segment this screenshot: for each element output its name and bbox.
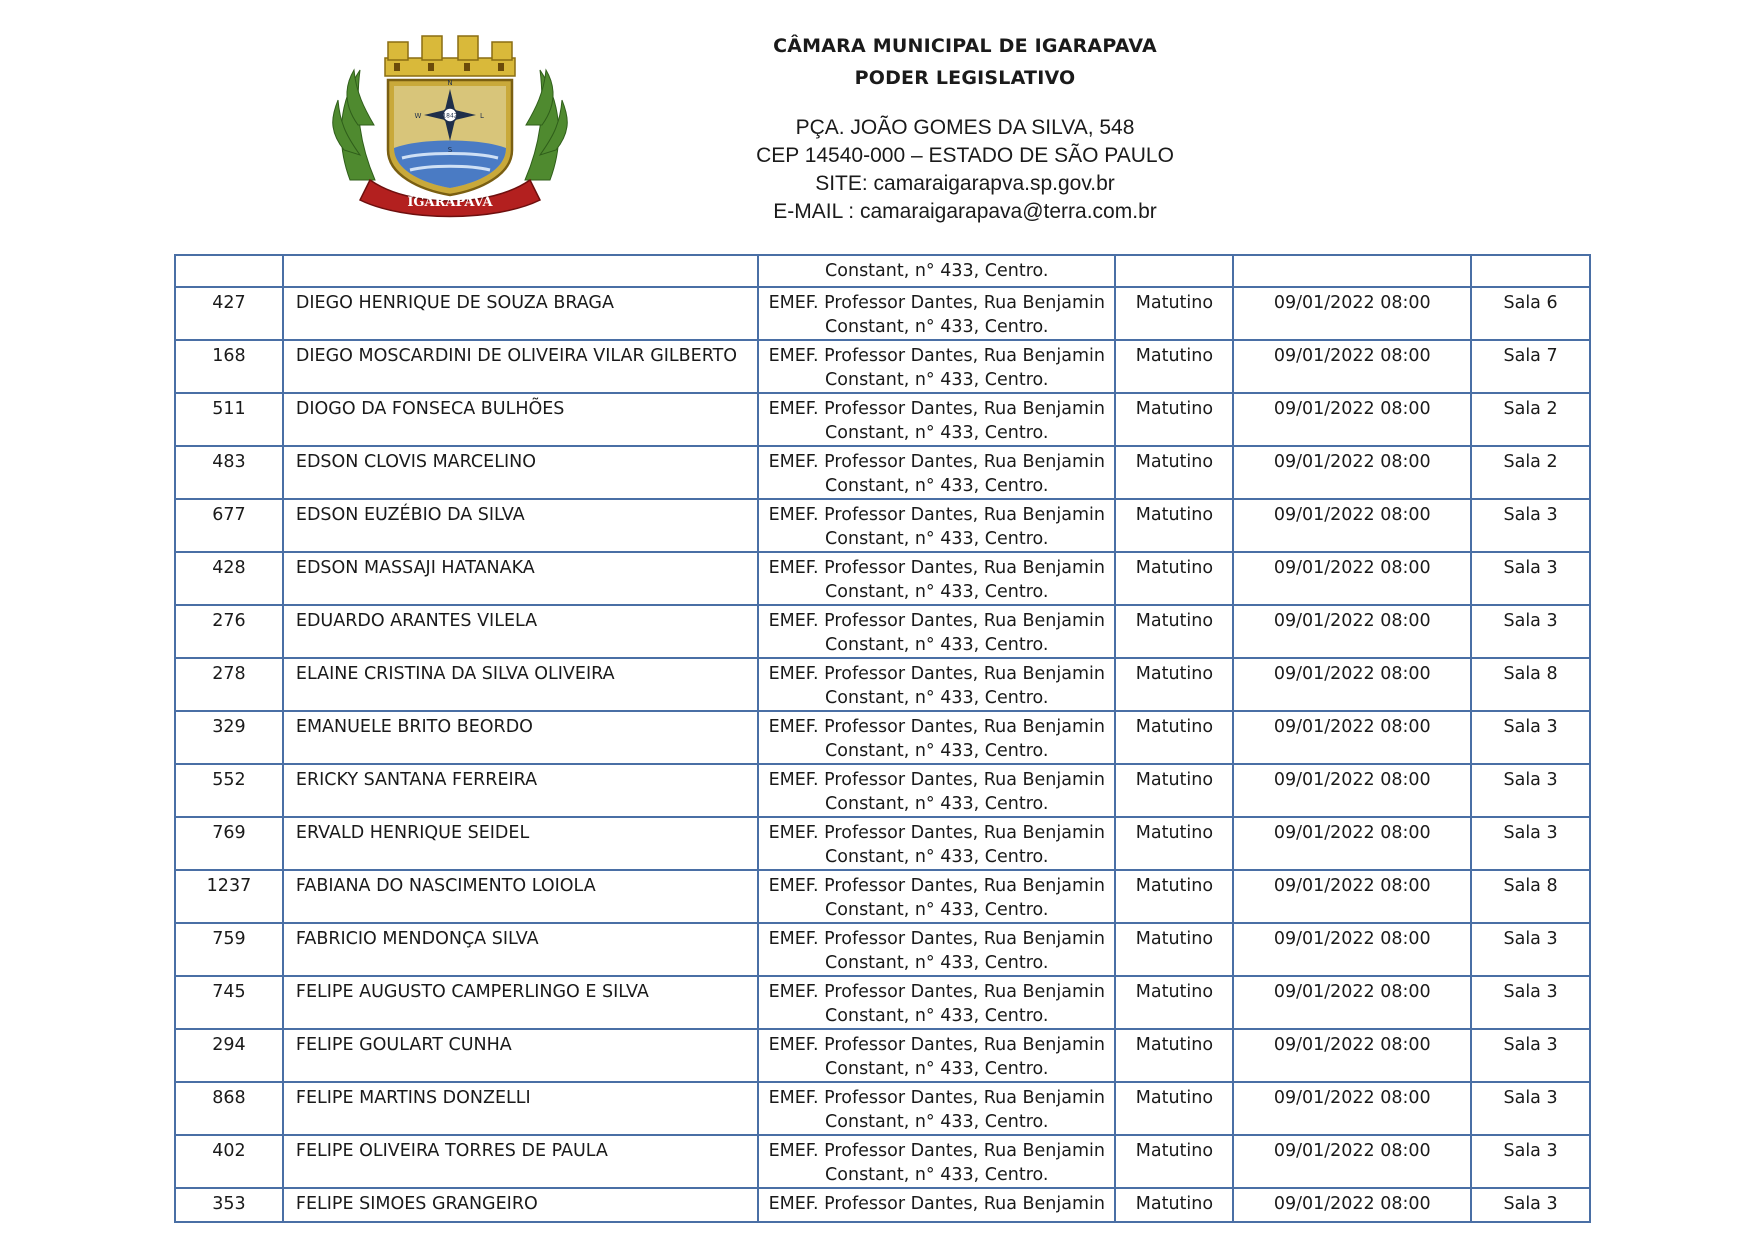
exam-datetime <box>1233 446 1471 499</box>
candidate-id-text: 276 <box>212 611 246 631</box>
exam-location-text: EMEF. Professor Dantes, Rua Benjamin <box>768 611 1105 631</box>
exam-room-text: Sala 6 <box>1503 293 1558 313</box>
candidate-id-text: 294 <box>212 1035 246 1055</box>
candidate-id <box>175 552 283 605</box>
candidate-id <box>175 499 283 552</box>
exam-datetime-text: 09/01/2022 08:00 <box>1273 346 1431 366</box>
candidate-id-text: 759 <box>212 929 246 949</box>
exam-datetime-text: 09/01/2022 08:00 <box>1273 876 1431 896</box>
exam-location <box>758 764 1115 817</box>
exam-location <box>758 393 1115 446</box>
candidate-id <box>175 923 283 976</box>
exam-datetime-text: 09/01/2022 08:00 <box>1273 452 1431 472</box>
exam-datetime-text: 09/01/2022 08:00 <box>1273 982 1431 1002</box>
candidate-id <box>175 1029 283 1082</box>
candidate-id <box>175 1135 283 1188</box>
candidate-id-text: 483 <box>212 452 246 472</box>
exam-room <box>1471 287 1590 340</box>
candidate-name-text: EDSON EUZÉBIO DA SILVA <box>295 505 525 525</box>
exam-location-text: EMEF. Professor Dantes, Rua Benjamin <box>768 770 1105 790</box>
candidate-name <box>283 446 758 499</box>
candidate-id <box>175 340 283 393</box>
exam-shift-text: Matutino <box>1135 717 1214 737</box>
exam-location-text: Constant, n° 433, Centro. <box>825 476 1049 496</box>
candidate-name <box>283 605 758 658</box>
exam-shift <box>1115 287 1233 340</box>
exam-room <box>1471 340 1590 393</box>
exam-shift <box>1115 711 1233 764</box>
cep-line: CEP 14540-000 – ESTADO DE SÃO PAULO <box>756 144 1174 167</box>
exam-shift <box>1115 552 1233 605</box>
exam-shift-text: Matutino <box>1135 982 1214 1002</box>
exam-location <box>758 1188 1115 1222</box>
candidate-name-text: FABIANA DO NASCIMENTO LOIOLA <box>295 876 596 896</box>
candidate-name-text: EDSON MASSAJI HATANAKA <box>295 558 535 578</box>
table-row <box>175 711 1590 764</box>
exam-room <box>1471 1082 1590 1135</box>
exam-datetime <box>1233 870 1471 923</box>
exam-location-text: Constant, n° 433, Centro. <box>825 635 1049 655</box>
exam-location-text: EMEF. Professor Dantes, Rua Benjamin <box>768 293 1105 313</box>
exam-location-text: EMEF. Professor Dantes, Rua Benjamin <box>768 558 1105 578</box>
exam-room-text: Sala 2 <box>1503 452 1558 472</box>
exam-location <box>758 1082 1115 1135</box>
exam-datetime <box>1233 1135 1471 1188</box>
exam-shift <box>1115 340 1233 393</box>
exam-location <box>758 1135 1115 1188</box>
exam-room-text: Sala 3 <box>1503 717 1558 737</box>
continuation-row <box>175 255 1590 287</box>
table-row <box>175 817 1590 870</box>
candidate-name <box>283 870 758 923</box>
exam-room-text: Sala 2 <box>1503 399 1558 419</box>
exam-shift <box>1115 446 1233 499</box>
table-row <box>175 1135 1590 1188</box>
exam-datetime <box>1233 764 1471 817</box>
municipal-crest-logo <box>330 30 570 220</box>
exam-shift <box>1115 499 1233 552</box>
exam-shift-text: Matutino <box>1135 1141 1214 1161</box>
table-row <box>175 1082 1590 1135</box>
candidate-id <box>175 446 283 499</box>
candidate-name-text: EDSON CLOVIS MARCELINO <box>295 452 536 472</box>
candidate-id <box>175 764 283 817</box>
exam-location-text: Constant, n° 433, Centro. <box>825 1112 1049 1132</box>
exam-room <box>1471 446 1590 499</box>
exam-datetime <box>1233 287 1471 340</box>
exam-shift-text: Matutino <box>1135 558 1214 578</box>
candidate-name <box>283 1188 758 1222</box>
candidate-name-text: ERICKY SANTANA FERREIRA <box>295 770 538 790</box>
table-row <box>175 1188 1590 1222</box>
exam-location-text: EMEF. Professor Dantes, Rua Benjamin <box>768 1194 1105 1214</box>
candidate-name-text: DIEGO MOSCARDINI DE OLIVEIRA VILAR GILBERTO <box>295 346 738 366</box>
exam-shift-text: Matutino <box>1135 1194 1214 1214</box>
candidate-name <box>283 1029 758 1082</box>
exam-location-text: EMEF. Professor Dantes, Rua Benjamin <box>768 399 1105 419</box>
exam-room <box>1471 923 1590 976</box>
exam-location <box>758 605 1115 658</box>
candidate-id <box>175 711 283 764</box>
exam-location-text: Constant, n° 433, Centro. <box>825 317 1049 337</box>
exam-room-text: Sala 3 <box>1503 1194 1558 1214</box>
exam-shift-text: Matutino <box>1135 346 1214 366</box>
compass-l: L <box>480 112 484 120</box>
exam-location-text: EMEF. Professor Dantes, Rua Benjamin <box>768 876 1105 896</box>
exam-shift <box>1115 1188 1233 1222</box>
table-row <box>175 340 1590 393</box>
exam-room <box>1471 764 1590 817</box>
exam-room-text: Sala 3 <box>1503 1035 1558 1055</box>
exam-location <box>758 923 1115 976</box>
exam-datetime <box>1233 711 1471 764</box>
candidate-name-text: EDUARDO ARANTES VILELA <box>295 611 538 631</box>
exam-room-text: Sala 3 <box>1503 929 1558 949</box>
exam-room <box>1471 605 1590 658</box>
exam-datetime <box>1233 1188 1471 1222</box>
candidate-id-text: 402 <box>212 1141 246 1161</box>
exam-datetime <box>1233 340 1471 393</box>
exam-location <box>758 287 1115 340</box>
candidate-name <box>283 817 758 870</box>
candidate-id-text: 677 <box>212 505 246 525</box>
candidate-id-text: 552 <box>212 770 246 790</box>
compass-s: S <box>447 146 453 154</box>
candidate-name <box>283 923 758 976</box>
exam-location-text: EMEF. Professor Dantes, Rua Benjamin <box>768 823 1105 843</box>
exam-room-text: Sala 3 <box>1503 505 1558 525</box>
candidate-id <box>175 658 283 711</box>
exam-datetime <box>1233 923 1471 976</box>
exam-room-text: Sala 3 <box>1503 823 1558 843</box>
candidate-name-text: ERVALD HENRIQUE SEIDEL <box>295 823 530 843</box>
table-row <box>175 870 1590 923</box>
address-line: PÇA. JOÃO GOMES DA SILVA, 548 <box>795 116 1135 139</box>
exam-location-text: Constant, n° 433, Centro. <box>825 1059 1049 1079</box>
exam-room-text: Sala 3 <box>1503 611 1558 631</box>
candidate-name-text: FELIPE MARTINS DONZELLI <box>295 1088 531 1108</box>
exam-room-text: Sala 3 <box>1503 1141 1558 1161</box>
exam-room-text: Sala 8 <box>1503 664 1558 684</box>
exam-datetime-text: 09/01/2022 08:00 <box>1273 1035 1431 1055</box>
exam-location-text: Constant, n° 433, Centro. <box>825 423 1049 443</box>
candidate-id <box>175 287 283 340</box>
candidate-name <box>283 340 758 393</box>
exam-shift-text: Matutino <box>1135 293 1214 313</box>
exam-datetime-text: 09/01/2022 08:00 <box>1273 823 1431 843</box>
exam-location-text: Constant, n° 433, Centro. <box>825 847 1049 867</box>
candidate-name-text: FABRICIO MENDONÇA SILVA <box>295 929 539 949</box>
exam-datetime-text: 09/01/2022 08:00 <box>1273 929 1431 949</box>
exam-location-text: Constant, n° 433, Centro. <box>825 741 1049 761</box>
exam-datetime-text: 09/01/2022 08:00 <box>1273 1194 1431 1214</box>
location-continuation: Constant, n° 433, Centro. <box>758 255 1115 287</box>
candidate-id <box>175 870 283 923</box>
exam-location-text: EMEF. Professor Dantes, Rua Benjamin <box>768 982 1105 1002</box>
candidate-id <box>175 976 283 1029</box>
exam-room <box>1471 1029 1590 1082</box>
candidate-id-text: 168 <box>212 346 246 366</box>
candidate-name-text: FELIPE GOULART CUNHA <box>295 1035 512 1055</box>
exam-datetime <box>1233 552 1471 605</box>
candidate-id <box>175 1188 283 1222</box>
exam-datetime-text: 09/01/2022 08:00 <box>1273 770 1431 790</box>
exam-datetime-text: 09/01/2022 08:00 <box>1273 664 1431 684</box>
exam-datetime-text: 09/01/2022 08:00 <box>1273 717 1431 737</box>
exam-location-text: EMEF. Professor Dantes, Rua Benjamin <box>768 346 1105 366</box>
table-row <box>175 976 1590 1029</box>
exam-location <box>758 658 1115 711</box>
exam-location-text: EMEF. Professor Dantes, Rua Benjamin <box>768 664 1105 684</box>
exam-room-text: Sala 3 <box>1503 982 1558 1002</box>
exam-shift-text: Matutino <box>1135 452 1214 472</box>
exam-datetime-text: 09/01/2022 08:00 <box>1273 1088 1431 1108</box>
crest-year: 1842 <box>442 112 458 120</box>
exam-shift <box>1115 976 1233 1029</box>
exam-datetime <box>1233 499 1471 552</box>
exam-shift <box>1115 605 1233 658</box>
exam-datetime <box>1233 393 1471 446</box>
exam-shift-text: Matutino <box>1135 1035 1214 1055</box>
exam-datetime <box>1233 1029 1471 1082</box>
exam-location <box>758 340 1115 393</box>
exam-room <box>1471 393 1590 446</box>
exam-shift-text: Matutino <box>1135 770 1214 790</box>
table-row <box>175 658 1590 711</box>
exam-shift <box>1115 1135 1233 1188</box>
exam-location-text: Constant, n° 433, Centro. <box>825 794 1049 814</box>
exam-datetime-text: 09/01/2022 08:00 <box>1273 399 1431 419</box>
candidate-name <box>283 764 758 817</box>
branch-name: PODER LEGISLATIVO <box>854 67 1076 89</box>
exam-shift-text: Matutino <box>1135 929 1214 949</box>
candidate-name <box>283 976 758 1029</box>
exam-datetime-text: 09/01/2022 08:00 <box>1273 558 1431 578</box>
exam-room <box>1471 711 1590 764</box>
candidate-id <box>175 393 283 446</box>
table-row <box>175 393 1590 446</box>
exam-location <box>758 711 1115 764</box>
candidate-id-text: 353 <box>212 1194 246 1214</box>
exam-location-text: Constant, n° 433, Centro. <box>825 529 1049 549</box>
candidate-name <box>283 552 758 605</box>
exam-location-text: Constant, n° 433, Centro. <box>825 953 1049 973</box>
exam-shift-text: Matutino <box>1135 876 1214 896</box>
exam-location <box>758 446 1115 499</box>
exam-room <box>1471 1188 1590 1222</box>
exam-datetime <box>1233 976 1471 1029</box>
exam-location <box>758 1029 1115 1082</box>
exam-location <box>758 817 1115 870</box>
exam-datetime-text: 09/01/2022 08:00 <box>1273 293 1431 313</box>
table-row <box>175 287 1590 340</box>
candidate-roster-table <box>174 254 1591 1223</box>
candidate-name <box>283 499 758 552</box>
candidate-id-text: 1237 <box>206 876 252 896</box>
candidate-id-text: 769 <box>212 823 246 843</box>
candidate-id-text: 278 <box>212 664 246 684</box>
candidate-name-text: ELAINE CRISTINA DA SILVA OLIVEIRA <box>295 664 615 684</box>
exam-shift <box>1115 764 1233 817</box>
candidate-id-text: 868 <box>212 1088 246 1108</box>
candidate-name-text: DIOGO DA FONSECA BULHÕES <box>295 399 565 419</box>
exam-location-text: Constant, n° 433, Centro. <box>825 370 1049 390</box>
table-row <box>175 605 1590 658</box>
exam-datetime <box>1233 817 1471 870</box>
candidate-id-text: 427 <box>212 293 246 313</box>
exam-shift <box>1115 870 1233 923</box>
exam-shift <box>1115 393 1233 446</box>
compass-n: N <box>447 79 453 87</box>
site-line: SITE: camaraigarapva.sp.gov.br <box>815 172 1115 195</box>
candidate-id-text: 745 <box>212 982 246 1002</box>
exam-room <box>1471 870 1590 923</box>
exam-shift <box>1115 658 1233 711</box>
institution-name: CÂMARA MUNICIPAL DE IGARAPAVA <box>773 35 1157 57</box>
candidate-id-text: 428 <box>212 558 246 578</box>
email-line: E-MAIL : camaraigarapava@terra.com.br <box>773 200 1157 223</box>
table-row <box>175 764 1590 817</box>
exam-shift <box>1115 1029 1233 1082</box>
candidate-id <box>175 1082 283 1135</box>
exam-datetime-text: 09/01/2022 08:00 <box>1273 611 1431 631</box>
table-row <box>175 552 1590 605</box>
exam-location-text: EMEF. Professor Dantes, Rua Benjamin <box>768 505 1105 525</box>
exam-location <box>758 870 1115 923</box>
candidate-name-text: EMANUELE BRITO BEORDO <box>295 717 533 737</box>
table-row <box>175 1029 1590 1082</box>
table-row <box>175 923 1590 976</box>
exam-datetime <box>1233 658 1471 711</box>
exam-shift-text: Matutino <box>1135 611 1214 631</box>
crest-banner-text: IGARAPAVA <box>407 195 493 210</box>
exam-location-text: EMEF. Professor Dantes, Rua Benjamin <box>768 1088 1105 1108</box>
exam-location-text: EMEF. Professor Dantes, Rua Benjamin <box>768 1035 1105 1055</box>
exam-shift-text: Matutino <box>1135 823 1214 843</box>
exam-location-text: EMEF. Professor Dantes, Rua Benjamin <box>768 1141 1105 1161</box>
candidate-name <box>283 711 758 764</box>
candidate-name-text: DIEGO HENRIQUE DE SOUZA BRAGA <box>295 293 614 313</box>
exam-shift-text: Matutino <box>1135 664 1214 684</box>
exam-location-text: Constant, n° 433, Centro. <box>825 1006 1049 1026</box>
exam-room <box>1471 817 1590 870</box>
exam-location-text: EMEF. Professor Dantes, Rua Benjamin <box>768 929 1105 949</box>
candidate-id <box>175 817 283 870</box>
exam-room <box>1471 658 1590 711</box>
candidate-name <box>283 287 758 340</box>
exam-location-text: Constant, n° 433, Centro. <box>825 582 1049 602</box>
candidate-name-text: FELIPE SIMOES GRANGEIRO <box>295 1194 538 1214</box>
exam-room-text: Sala 7 <box>1503 346 1558 366</box>
candidate-id-text: 329 <box>212 717 246 737</box>
exam-location-text: Constant, n° 433, Centro. <box>825 688 1049 708</box>
exam-location-text: EMEF. Professor Dantes, Rua Benjamin <box>768 717 1105 737</box>
exam-datetime-text: 09/01/2022 08:00 <box>1273 505 1431 525</box>
exam-shift <box>1115 817 1233 870</box>
candidate-name <box>283 1135 758 1188</box>
candidate-name <box>283 658 758 711</box>
exam-location-text: Constant, n° 433, Centro. <box>825 900 1049 920</box>
exam-room-text: Sala 8 <box>1503 876 1558 896</box>
exam-location <box>758 976 1115 1029</box>
exam-datetime <box>1233 605 1471 658</box>
candidate-id <box>175 605 283 658</box>
exam-shift-text: Matutino <box>1135 1088 1214 1108</box>
exam-location <box>758 499 1115 552</box>
exam-shift-text: Matutino <box>1135 505 1214 525</box>
exam-room <box>1471 976 1590 1029</box>
exam-room <box>1471 499 1590 552</box>
letterhead <box>640 30 1290 226</box>
exam-room <box>1471 552 1590 605</box>
candidate-name-text: FELIPE OLIVEIRA TORRES DE PAULA <box>295 1141 608 1161</box>
exam-shift-text: Matutino <box>1135 399 1214 419</box>
candidate-name-text: FELIPE AUGUSTO CAMPERLINGO E SILVA <box>295 982 649 1002</box>
candidate-name <box>283 1082 758 1135</box>
candidate-name <box>283 393 758 446</box>
exam-datetime <box>1233 1082 1471 1135</box>
table-row <box>175 446 1590 499</box>
exam-datetime-text: 09/01/2022 08:00 <box>1273 1141 1431 1161</box>
exam-location <box>758 552 1115 605</box>
exam-room-text: Sala 3 <box>1503 558 1558 578</box>
exam-room-text: Sala 3 <box>1503 770 1558 790</box>
exam-room-text: Sala 3 <box>1503 1088 1558 1108</box>
table-row <box>175 499 1590 552</box>
exam-location-text: Constant, n° 433, Centro. <box>825 1165 1049 1185</box>
exam-room <box>1471 1135 1590 1188</box>
candidate-id-text: 511 <box>212 399 246 419</box>
compass-w: W <box>414 112 422 120</box>
exam-shift <box>1115 1082 1233 1135</box>
exam-shift <box>1115 923 1233 976</box>
exam-location-text: EMEF. Professor Dantes, Rua Benjamin <box>768 452 1105 472</box>
